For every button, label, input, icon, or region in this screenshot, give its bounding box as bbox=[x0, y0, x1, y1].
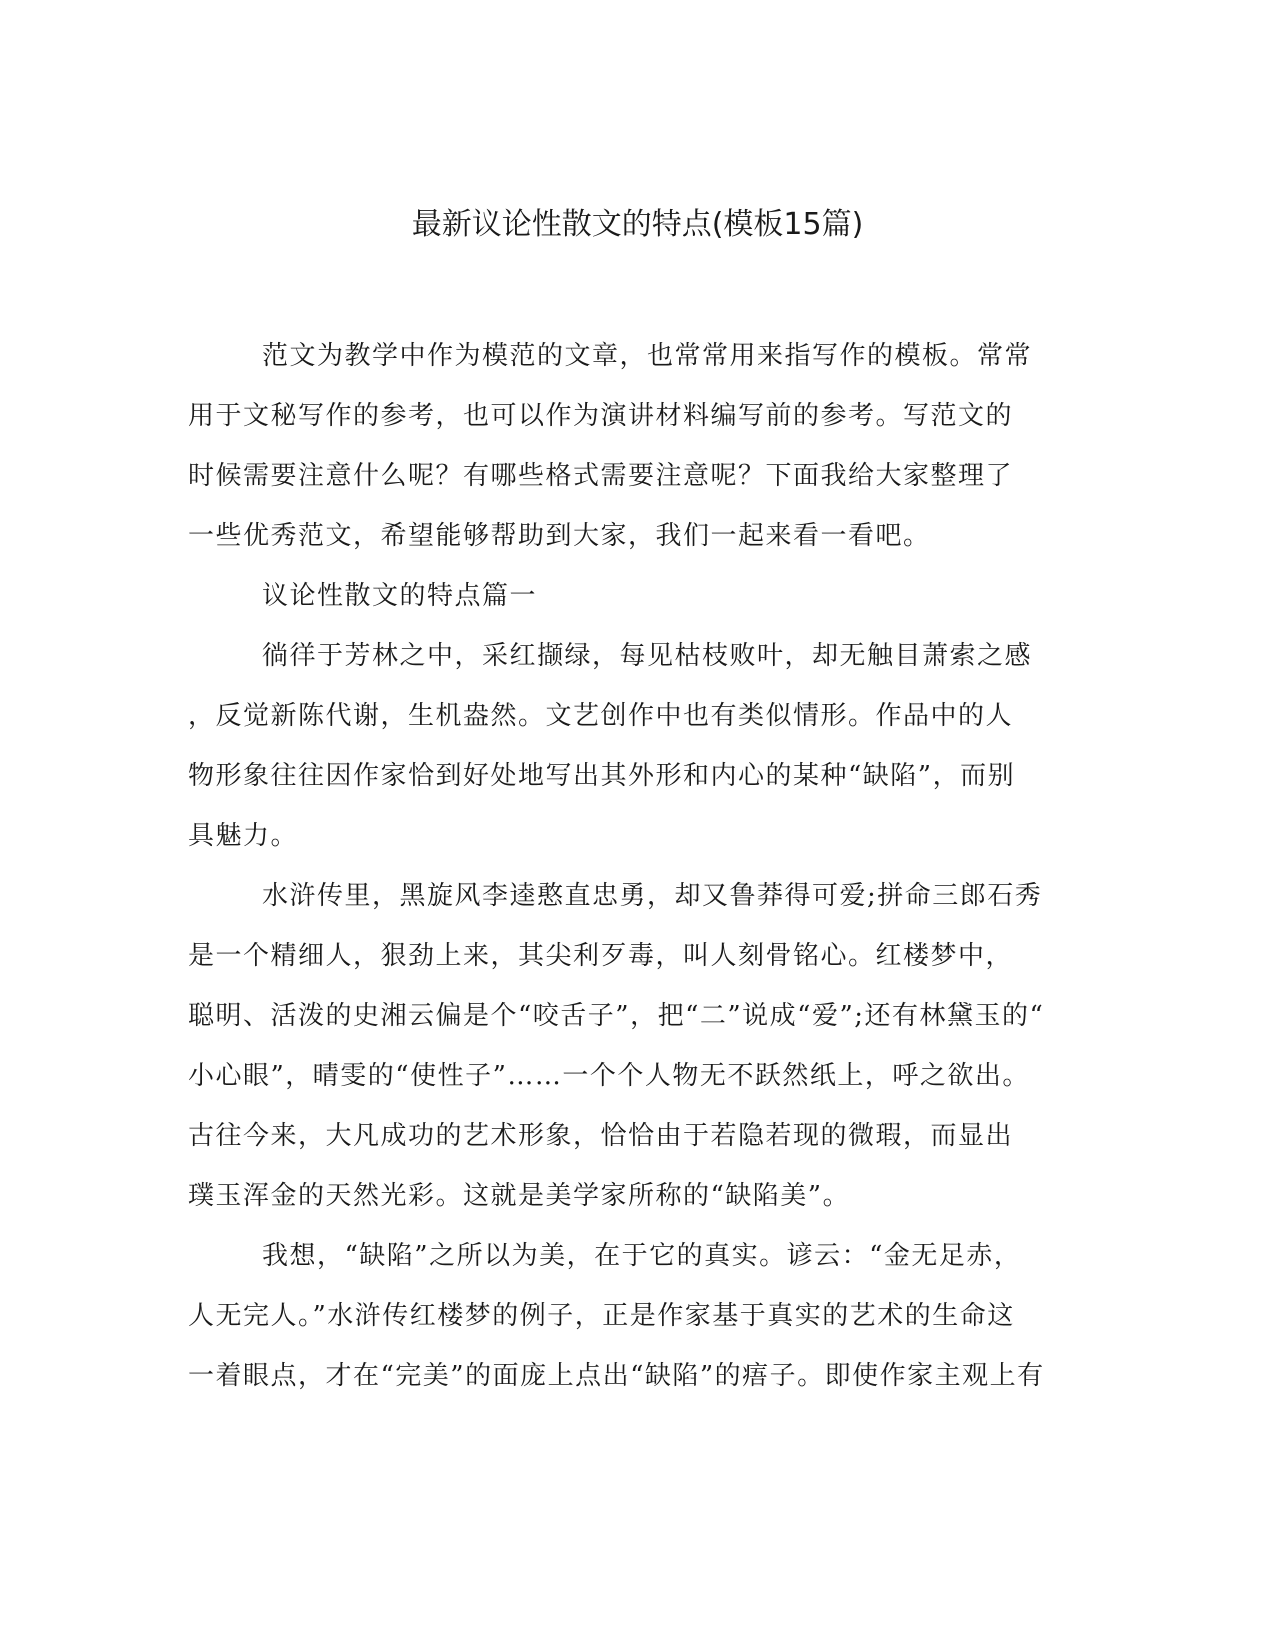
paragraph-1 bbox=[188, 626, 1084, 866]
text-line: ，反觉新陈代谢，生机盎然。文艺创作中也有类似情形。作品中的人 bbox=[188, 701, 1014, 731]
text-line: 是一个精细人，狠劲上来，其尖利歹毒，叫人刻骨铭心。红楼梦中， bbox=[188, 941, 1014, 971]
text-line: 小心眼”，晴雯的“使性子”……一个个人物无不跃然纸上，呼之欲出。 bbox=[188, 1061, 1030, 1091]
text-line: 一着眼点，才在“完美”的面庞上点出“缺陷”的痦子。即使作家主观上有 bbox=[188, 1361, 1045, 1391]
text-line: 范文为教学中作为模范的文章，也常常用来指写作的模板。常常 bbox=[262, 341, 1033, 371]
section-heading bbox=[188, 566, 1084, 626]
paragraph-3 bbox=[188, 1226, 1084, 1406]
text-line: 人无完人。”水浒传红楼梦的例子，正是作家基于真实的艺术的生命这 bbox=[188, 1301, 1015, 1331]
text-line: 我想，“缺陷”之所以为美，在于它的真实。谚云：“金无足赤， bbox=[262, 1241, 1022, 1271]
document-body bbox=[188, 326, 1084, 1406]
text-line: 一些优秀范文，希望能够帮助到大家，我们一起来看一看吧。 bbox=[188, 521, 931, 551]
text-line: 具魅力。 bbox=[188, 821, 299, 851]
text-line: 徜徉于芳林之中，采红撷绿，每见枯枝败叶，却无触目萧索之感 bbox=[262, 641, 1033, 671]
section-heading-text: 议论性散文的特点篇一 bbox=[262, 581, 538, 611]
text-line: 聪明、活泼的史湘云偏是个“咬舌子”，把“二”说成“爱”;还有林黛玉的“ bbox=[188, 1001, 1045, 1031]
document-title: 最新议论性散文的特点(模板15篇) bbox=[411, 207, 864, 242]
text-line: 水浒传里，黑旋风李逵憨直忠勇，却又鲁莽得可爱;拼命三郎石秀 bbox=[262, 881, 1043, 911]
paragraph-intro bbox=[188, 326, 1084, 566]
text-line: 用于文秘写作的参考，也可以作为演讲材料编写前的参考。写范文的 bbox=[188, 401, 1014, 431]
text-line: 物形象往往因作家恰到好处地写出其外形和内心的某种“缺陷”，而别 bbox=[188, 761, 1016, 791]
paragraph-2 bbox=[188, 866, 1084, 1226]
text-line: 时候需要注意什么呢？有哪些格式需要注意呢？下面我给大家整理了 bbox=[188, 461, 1014, 491]
text-line: 璞玉浑金的天然光彩。这就是美学家所称的“缺陷美”。 bbox=[188, 1181, 851, 1211]
text-line: 古往今来，大凡成功的艺术形象，恰恰由于若隐若现的微瑕，而显出 bbox=[188, 1121, 1014, 1151]
